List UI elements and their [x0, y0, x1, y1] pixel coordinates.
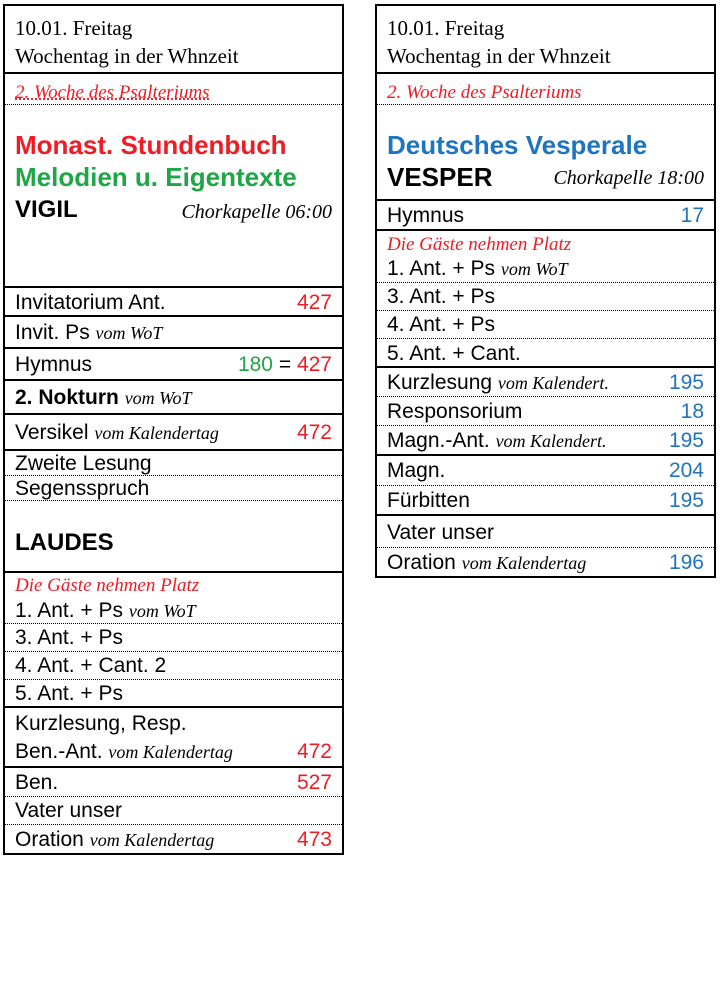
page-number: 195: [668, 429, 704, 452]
left-book-title: Monast. Stundenbuch: [15, 130, 287, 160]
page-number: 17: [680, 204, 704, 227]
list-item: Magn.-Ant. vom Kalendert. 195: [377, 426, 714, 456]
list-item: Hymnus 180 = 427: [5, 349, 342, 381]
list-item: Ben.-Ant. vom Kalendertag 472: [5, 738, 342, 768]
list-item: Invit. Ps vom WoT: [5, 317, 342, 349]
list-item: 4. Ant. + Cant. 2: [5, 652, 342, 680]
list-item: 3. Ant. + Ps: [377, 283, 714, 311]
page-number: 195: [668, 371, 704, 394]
left-melodies-title: Melodien u. Eigentexte: [15, 162, 297, 192]
list-item: 4. Ant. + Ps: [377, 311, 714, 339]
vigil-place-time: Chorkapelle 06:00: [181, 201, 332, 223]
list-item: Segensspruch: [5, 476, 342, 501]
vesper-list: [375, 201, 716, 578]
list-item: 5. Ant. + Cant.: [377, 339, 714, 368]
list-item: 5. Ant. + Ps: [5, 680, 342, 708]
page-number: 195: [668, 489, 704, 512]
right-book-title: Deutsches Vesperale: [387, 130, 648, 160]
list-item: Fürbitten 195: [377, 486, 714, 516]
laudes-list: [3, 571, 344, 855]
right-intro: [375, 74, 716, 201]
vigil-title: VIGIL: [15, 196, 78, 223]
right-date-header: [375, 4, 716, 74]
page-number: 427: [296, 291, 332, 314]
left-date-header: [3, 4, 344, 74]
list-item: 2. Nokturn vom WoT: [5, 381, 342, 415]
list-item: Versikel vom Kalendertag 472: [5, 415, 342, 451]
page-number: 204: [668, 459, 704, 482]
left-schedule-column: [3, 4, 344, 855]
list-item: Kurzlesung vom Kalendert. 195: [377, 368, 714, 397]
page-number: 472: [296, 421, 332, 444]
list-item: Magn. 204: [377, 456, 714, 486]
page-number: 18: [680, 400, 704, 423]
left-subtitle: Wochentag in der Whnzeit: [15, 44, 239, 68]
page-number: 473: [296, 828, 332, 851]
list-item: Ben. 527: [5, 768, 342, 797]
list-item: Invitatorium Ant. 427: [5, 288, 342, 317]
left-intro: [3, 74, 344, 288]
list-item: Vater unser: [377, 516, 714, 548]
right-date: 10.01. Freitag: [387, 16, 505, 40]
left-date: 10.01. Freitag: [15, 16, 133, 40]
right-psalter-week: 2. Woche des Psalteriums: [387, 82, 582, 103]
right-psalter-divider: [377, 104, 714, 105]
laudes-header: [3, 501, 344, 571]
page-number: 196: [668, 551, 704, 574]
list-item: Responsorium 18: [377, 397, 714, 426]
list-item: Vater unser: [5, 797, 342, 825]
list-item: Oration vom Kalendertag 196: [377, 548, 714, 578]
page-number: 472: [296, 740, 332, 763]
list-item: Hymnus 17: [377, 201, 714, 231]
vesper-place-time: Chorkapelle 18:00: [553, 167, 704, 189]
guests-note: Die Gäste nehmen Platz: [387, 234, 572, 255]
right-subtitle: Wochentag in der Whnzeit: [387, 44, 611, 68]
vesper-title: VESPER: [387, 162, 493, 192]
list-item: 1. Ant. + Ps vom WoT: [377, 255, 714, 283]
page-number: 427: [296, 353, 332, 376]
laudes-title: LAUDES: [15, 529, 114, 556]
list-item: 1. Ant. + Ps vom WoT: [5, 597, 342, 624]
list-item: 3. Ant. + Ps: [5, 624, 342, 652]
page-number: 180: [237, 353, 273, 376]
list-item: Zweite Lesung: [5, 451, 342, 476]
page-number: 527: [296, 771, 332, 794]
list-item: Oration vom Kalendertag 473: [5, 825, 342, 855]
left-psalter-week: 2. Woche des Psalteriums: [15, 82, 210, 103]
vigil-list: [3, 288, 344, 501]
left-psalter-divider: [5, 104, 342, 105]
guests-note: Die Gäste nehmen Platz: [15, 575, 200, 596]
right-schedule-column: [375, 4, 716, 578]
list-item: Kurzlesung, Resp.: [15, 712, 187, 735]
